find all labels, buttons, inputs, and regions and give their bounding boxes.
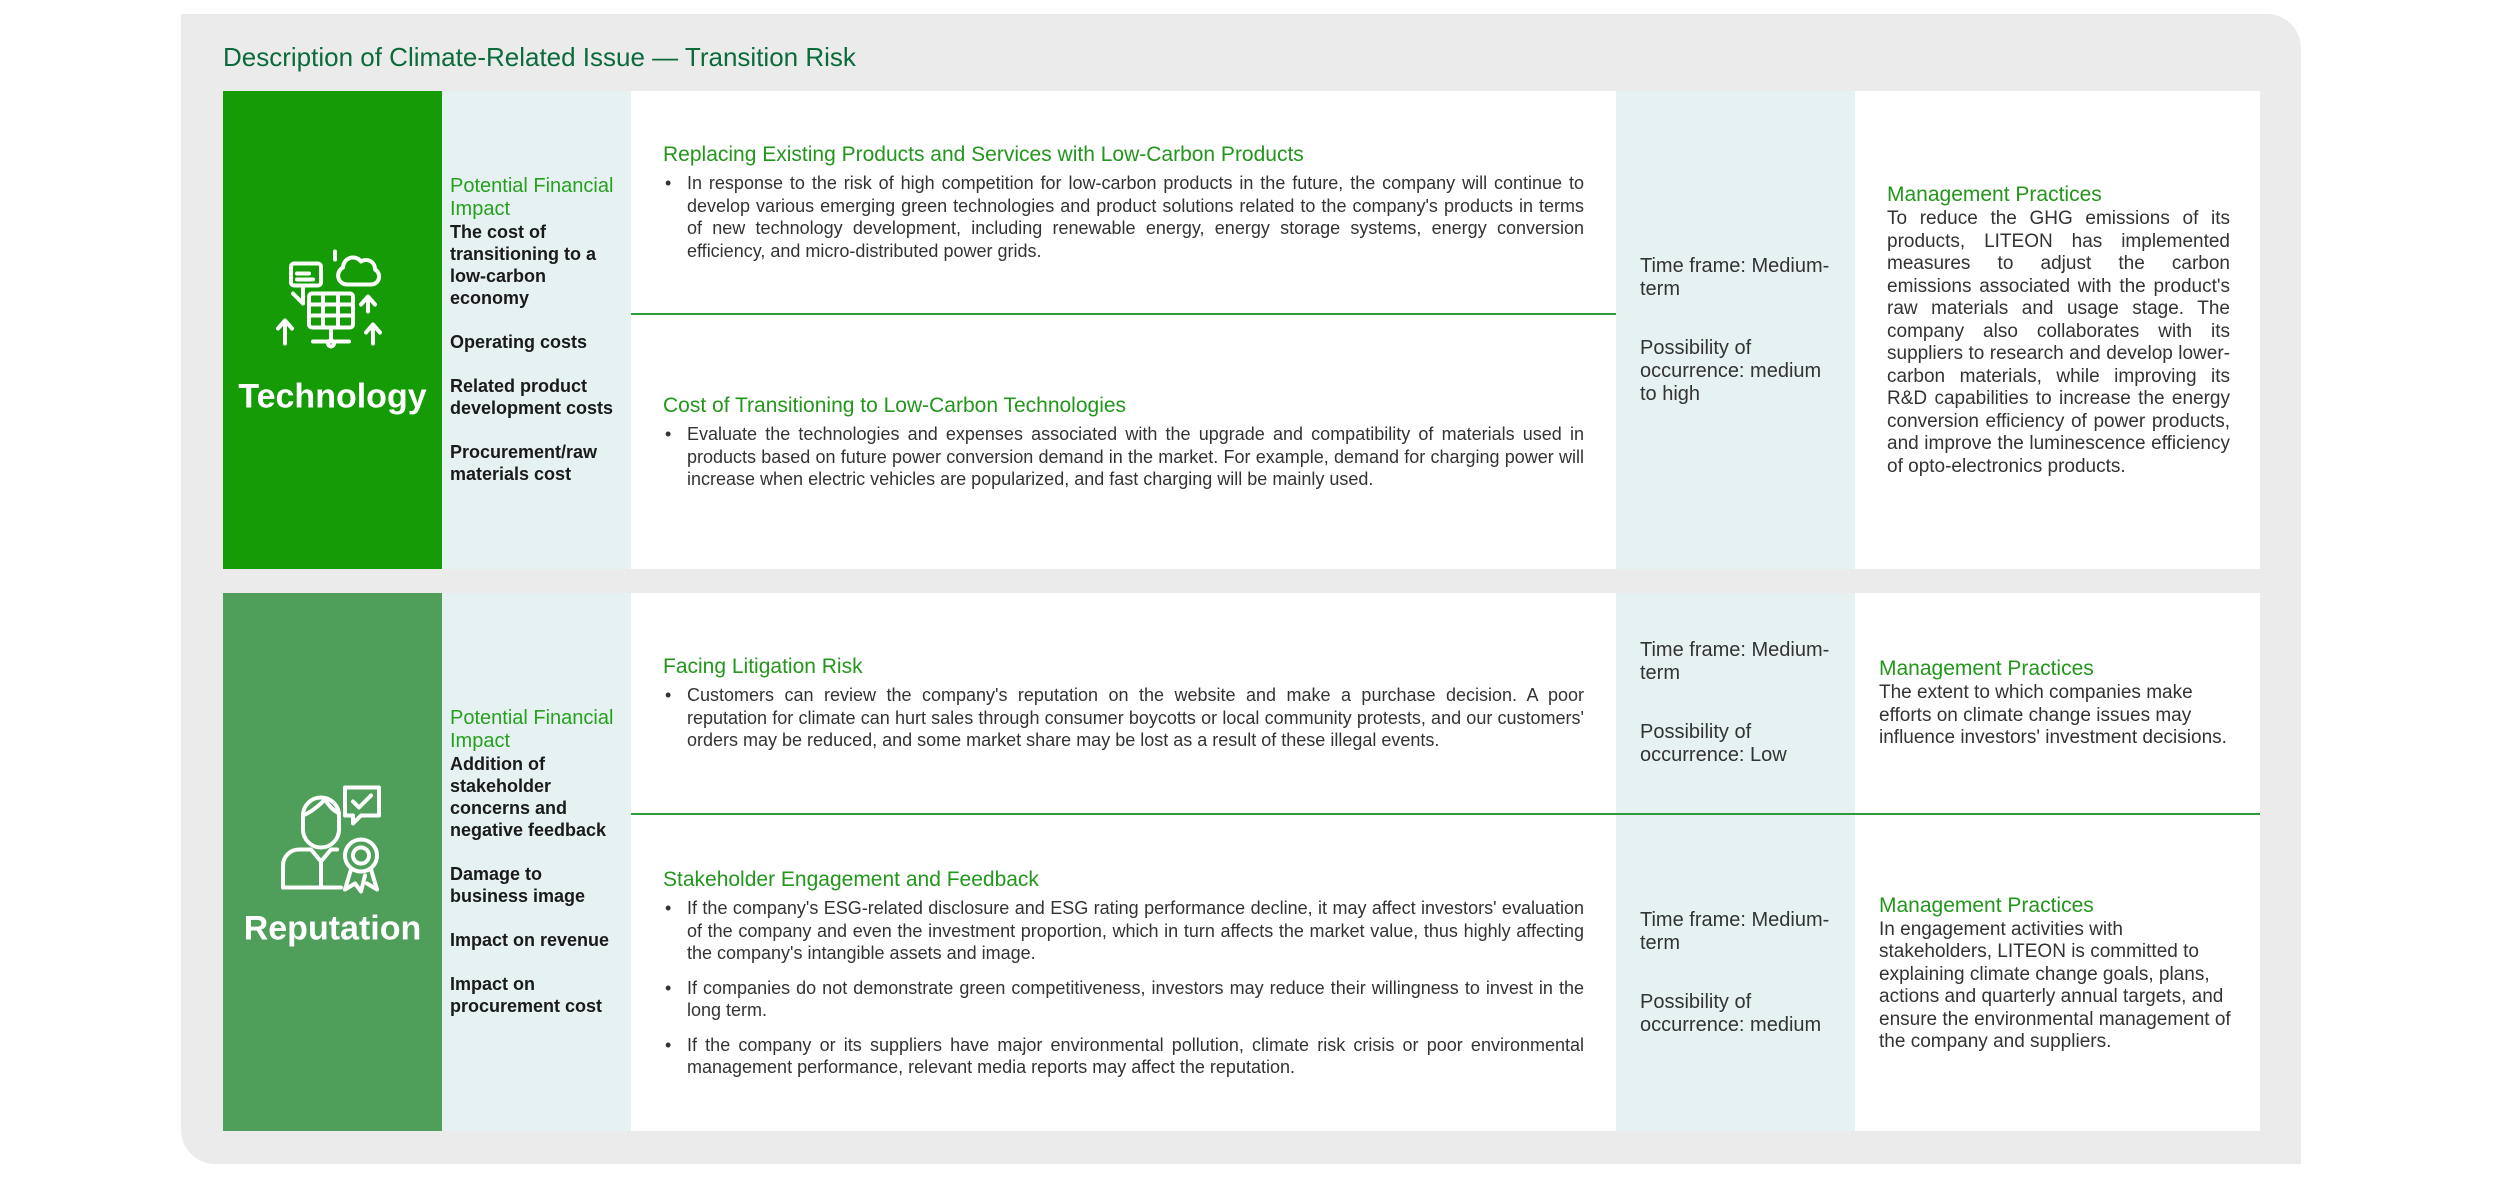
management-title: Management Practices bbox=[1879, 893, 2094, 917]
reputation-management-cell bbox=[1855, 593, 2260, 1131]
management-text: The extent to which companies make efforts on climate change issues may influence investors' investment decisions. bbox=[1879, 682, 2227, 749]
management-block bbox=[1855, 815, 2260, 1131]
impact-item: Procurement/raw materials cost bbox=[450, 442, 598, 484]
timeframe-block bbox=[1616, 815, 1855, 1131]
risk-bullet: • In response to the risk of high competition for low-carbon products in the future, the company will continue to develop various emerging green technologies and product solutions related to the company's products in terms of new technology development, including renewable energy, energy storage systems, energy conversion efficiency, and micro-distributed power grids. bbox=[663, 172, 1584, 262]
risk-title: Stakeholder Engagement and Feedback bbox=[663, 868, 1039, 892]
risk-bullets bbox=[663, 897, 1584, 1079]
risk-block bbox=[631, 91, 1616, 313]
technology-category-cell bbox=[223, 91, 442, 569]
risk-bullets bbox=[663, 423, 1584, 491]
management-title: Management Practices bbox=[1879, 657, 2094, 681]
technology-network-icon bbox=[273, 244, 393, 364]
reputation-impact-list bbox=[450, 753, 625, 1017]
risk-bullet: • If companies do not demonstrate green competitiveness, investors may reduce their willingness to invest in the long term. bbox=[663, 977, 1584, 1022]
risk-block bbox=[631, 815, 1616, 1131]
page-title: Description of Climate-Related Issue — Transition Risk bbox=[223, 42, 856, 72]
risk-title: Facing Litigation Risk bbox=[663, 655, 863, 679]
risk-block bbox=[631, 315, 1616, 569]
reputation-impact-cell bbox=[442, 593, 631, 1131]
timeframe-text: Time frame: Medium-term bbox=[1640, 639, 1830, 684]
impact-item: The cost of transitioning to a low-carbon economy bbox=[450, 222, 596, 308]
timeframe-text: Time frame: Medium-term bbox=[1640, 909, 1830, 954]
risk-bullet: • If the company's ESG-related disclosure and ESG rating performance decline, it may affect investors' evaluation of the company and even the investment proportion, which in turn affects the market value, thus highly affecting the company's intangible assets and image. bbox=[663, 897, 1584, 965]
risk-bullets bbox=[663, 172, 1584, 262]
row-divider bbox=[631, 813, 2260, 815]
timeframe-block bbox=[1616, 593, 1855, 813]
timeframe-text: Time frame: Medium-term bbox=[1640, 254, 1830, 300]
technology-description-cell bbox=[631, 91, 1616, 569]
management-title: Management Practices bbox=[1887, 183, 2102, 206]
impact-item: Addition of stakeholder concerns and negative feedback bbox=[450, 754, 607, 840]
technology-impact-list bbox=[450, 221, 625, 485]
reputation-category-cell bbox=[223, 593, 442, 1131]
risk-block bbox=[631, 593, 1616, 813]
technology-impact-title: Potential Financial Impact bbox=[450, 175, 614, 220]
risk-title: Cost of Transitioning to Low-Carbon Technologies bbox=[663, 394, 1127, 418]
impact-item: Operating costs bbox=[450, 332, 588, 352]
reputation-timeframe-cell bbox=[1616, 593, 1855, 1131]
technology-label: Technology bbox=[238, 377, 427, 416]
risk-bullet: • If the company or its suppliers have major environmental pollution, climate risk crisis or poor environmental management performance, relevant media reports may affect the reputation. bbox=[663, 1034, 1584, 1079]
risk-bullets bbox=[663, 684, 1584, 752]
impact-item: Damage to business image bbox=[450, 864, 586, 906]
reputation-label: Reputation bbox=[243, 909, 422, 948]
impact-item: Impact on revenue bbox=[450, 930, 610, 950]
technology-timeframe-cell bbox=[1616, 91, 1855, 569]
management-text: To reduce the GHG emissions of its products, LITEON has implemented measures to adjust the carbon emissions associated with the product's raw materials and usage stage. The company also collaborates with its suppliers to research and develop lower-carbon materials, while improving its R&D capabilities to increase the energy conversion efficiency of power products, and improve the luminescence efficiency of opto-electronics products. bbox=[1887, 208, 2230, 477]
reputation-description-cell bbox=[631, 593, 1616, 1131]
possibility-text: Possibility of occurrence: medium bbox=[1640, 991, 1822, 1036]
technology-management-cell bbox=[1855, 91, 2260, 569]
possibility-text: Possibility of occurrence: Low bbox=[1640, 721, 1787, 766]
management-block bbox=[1855, 593, 2260, 813]
management-text: In engagement activities with stakeholders, LITEON is committed to explaining climate change goals, plans, actions and quarterly annual targets, and ensure the environmental management of the company and suppliers. bbox=[1879, 918, 2231, 1052]
reputation-section bbox=[223, 593, 2260, 1131]
technology-impact-cell bbox=[442, 91, 631, 569]
risk-bullet: • Evaluate the technologies and expenses associated with the upgrade and compatibility of materials used in products based on future power conversion demand in the market. For example, demand for charging power will increase when electric vehicles are popularized, and fast charging will be mainly used. bbox=[663, 423, 1584, 491]
impact-item: Related product development costs bbox=[450, 376, 614, 418]
risk-bullet: • Customers can review the company's reputation on the website and make a purchase decision. A poor reputation for climate can hurt sales through consumer boycotts or local community protests, and our customers' orders may be reduced, and some market share may be lost as a result of these illegal events. bbox=[663, 684, 1584, 752]
possibility-text: Possibility of occurrence: medium to high bbox=[1640, 336, 1822, 405]
reputation-impact-title: Potential Financial Impact bbox=[450, 707, 614, 752]
risk-title: Replacing Existing Products and Services with Low-Carbon Products bbox=[663, 143, 1304, 166]
impact-item: Impact on procurement cost bbox=[450, 974, 603, 1016]
technology-section bbox=[223, 91, 2260, 569]
person-award-icon bbox=[273, 776, 393, 896]
